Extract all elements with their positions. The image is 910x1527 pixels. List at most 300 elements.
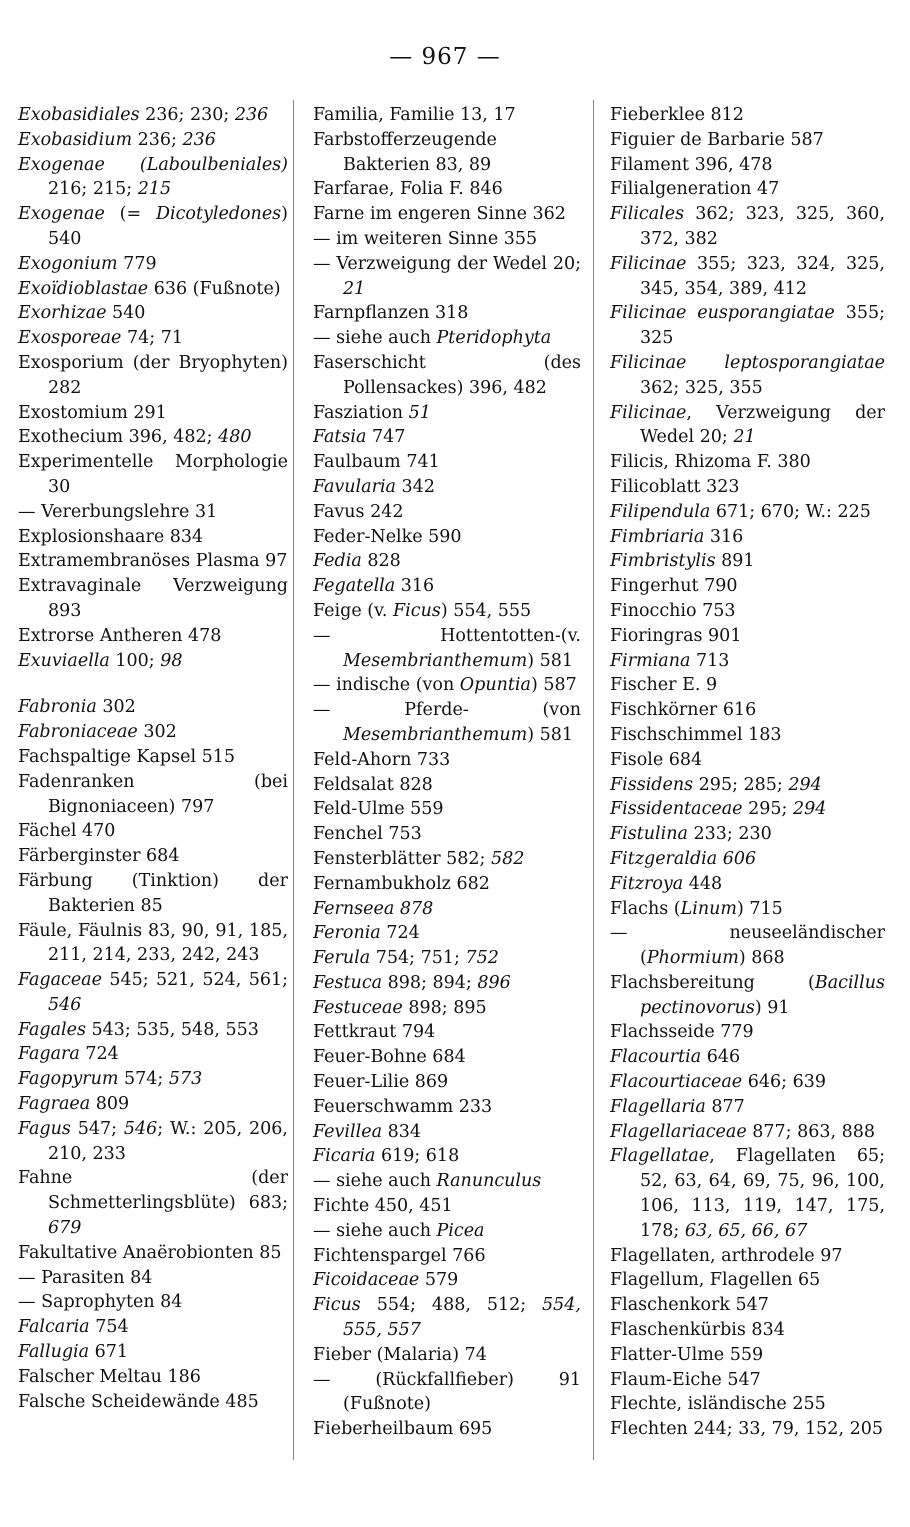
column-divider [593,100,594,1460]
index-term-italic: Ficus [393,600,441,621]
index-text: (= [104,204,156,225]
index-term-italic: Fabroniaceae [18,722,138,743]
index-text: Extrorse Antheren 478 [18,625,222,646]
index-text: 74; 71 [121,328,183,349]
index-entry [610,1318,885,1343]
index-text: Fieber (Malaria) 74 [313,1344,487,1365]
index-entry [313,1095,581,1120]
index-entry [610,797,885,822]
index-entry [18,1018,288,1043]
index-text: Falsche Scheidewände 485 [18,1391,259,1412]
index-text: 636 (Fußnote) [148,278,281,299]
index-entry [18,1117,288,1167]
index-text: — Hottentotten-(v. [313,625,581,646]
index-entry [18,574,288,624]
index-entry [18,450,288,500]
index-term-italic: 236 [234,105,269,125]
index-text: Fischer E. 9 [610,675,718,696]
index-term-italic: Filicinae [610,402,687,423]
index-text: 316 [395,576,435,597]
index-column-2 [313,103,581,1442]
index-text: 547; [70,1118,124,1139]
index-text: 646 [701,1047,741,1068]
index-text: Filialgeneration 47 [610,179,780,200]
index-text: 355; 323, 324, 325, 345, 354, 389, 412 [640,253,885,299]
index-text: Feuer-Bohne 684 [313,1047,466,1068]
index-entry [313,1268,581,1293]
index-text: 724 [79,1044,119,1065]
index-term-italic: 21 [733,427,756,448]
index-term-italic: 752 [465,948,499,969]
index-entry [610,1095,885,1120]
index-entry [18,525,288,550]
index-entry [610,252,885,302]
index-text: 545; 521, 524, 561; [101,970,288,991]
index-text: Filicis, Rhizoma F. 380 [610,452,811,473]
index-text: 724 [380,923,420,944]
index-text: Fächel 470 [18,821,116,842]
index-entry [313,425,581,450]
index-text: ) 587 [530,675,577,696]
index-entry [610,599,885,624]
index-entry [313,921,581,946]
index-entry [313,1045,581,1070]
index-entry [610,475,885,500]
index-text: Fensterblätter 582; [313,848,491,869]
index-text: 236; 230; [139,105,235,125]
index-entry [313,525,581,550]
index-text: 100; [109,650,161,671]
index-column-3 [610,103,885,1442]
index-text: Faulbaum 741 [313,452,440,473]
index-text: 671; 670; W.: 225 [710,501,871,522]
index-term-italic: 896 [477,972,511,993]
index-text: Flaum-Eiche 547 [610,1369,761,1390]
index-term-italic: Fagraea [18,1094,91,1115]
index-entry [610,103,885,128]
index-term-italic: Exobasidiales [18,105,140,125]
index-text: Fäule, Fäulnis 83, 90, 91, 185, 211, 214, 233, 242, 243 [18,920,288,966]
index-entry [610,574,885,599]
index-text: Finocchio 753 [610,600,736,621]
index-text: Farne im engeren Sinne 362 [313,204,566,225]
index-text: Flagellaten, arthrodele 97 [610,1245,843,1266]
index-term-italic: Flagellatae [610,1146,710,1167]
index-entry [313,500,581,525]
index-entry [18,1365,288,1390]
index-text: ) 581 [527,724,573,745]
index-text: 779 [117,253,157,274]
index-entry [18,202,288,252]
index-text: Fahne (der Schmetterlingsblüte) 683; [18,1168,288,1214]
index-entry [18,1166,288,1240]
index-entry [610,698,885,723]
index-term-italic: Favularia [313,476,396,497]
index-text: 671 [89,1342,129,1363]
index-term-italic: Exogenae [18,204,105,225]
index-text: Faserschicht (des Pollensackes) 396, 482 [313,352,581,398]
index-text: Fisole 684 [610,749,703,770]
index-text: 891 [715,551,755,572]
index-text: ) 540 [48,204,288,249]
index-text: , Flagellaten 65; 52, 63, 64, 69, 75, 96, 100, 106, 113, 119, 147, 175, 178; [640,1146,885,1241]
index-entry [313,847,581,872]
index-entry [610,1070,885,1095]
index-entry [610,1392,885,1417]
index-entry [18,103,288,128]
index-term-italic: Ficaria [313,1146,376,1167]
index-text: Extramembranöses Plasma 97 [18,551,288,572]
index-text: Farnpflanzen 318 [313,303,469,324]
index-entry [610,971,885,1021]
index-entry [610,1343,885,1368]
index-text: 236; [132,129,183,150]
index-entry [610,202,885,252]
index-term-italic: 294 [792,799,827,820]
index-entry [313,1120,581,1145]
index-term-italic: Exogonium [18,253,118,274]
index-text: Feld-Ulme 559 [313,799,444,820]
index-term-italic: Fagaceae [18,970,102,991]
index-entry [610,1268,885,1293]
index-entry [610,1244,885,1269]
index-entry [18,745,288,770]
index-term-italic: Festuceae [313,997,403,1018]
index-entry [313,1417,581,1442]
index-entry [18,128,288,153]
index-text: 302 [96,697,136,718]
index-text: Fichtenspargel 766 [313,1245,486,1266]
index-entry [313,872,581,897]
index-term-italic: Flacourtia [610,1047,702,1068]
index-text: Flechte, isländische 255 [610,1394,826,1415]
index-entry [610,822,885,847]
index-text: Fasziation [313,402,409,423]
index-text: 302 [137,722,177,743]
index-entry [18,1340,288,1365]
index-text: — Vererbungslehre 31 [18,501,218,522]
index-entry [313,401,581,426]
index-text: Flaschenkork 547 [610,1295,769,1316]
index-text: — indische (von [313,675,460,696]
index-text: Favus 242 [313,501,404,522]
index-term-italic: Mesembrianthemum [343,650,528,671]
column-divider [293,100,294,1460]
index-entry [610,847,885,872]
index-term-italic: Flagellaria [610,1096,706,1117]
index-term-italic: Fagara [18,1044,80,1065]
index-term-italic: Exogenae (Laboulbeniales) [18,154,288,175]
index-text: Flagellum, Flagellen 65 [610,1270,821,1291]
index-term-italic: 215 [137,179,172,200]
index-term-italic: Filicinae eusporangiatae [610,303,835,324]
index-entry [18,1390,288,1415]
index-text: Familia, Familie 13, 17 [313,105,516,125]
index-term-italic: Dicotyledones [155,204,282,225]
index-entry [610,1417,885,1442]
index-term-italic: Fagus [18,1118,71,1139]
index-entry [610,1020,885,1045]
index-text: 877 [705,1096,745,1117]
index-term-italic: 878 [399,898,434,919]
index-text: Fioringras 901 [610,625,742,646]
index-text: 828 [361,551,401,572]
index-entry [313,773,581,798]
index-entry [18,1315,288,1340]
index-entry [313,227,581,252]
index-text: 355; 325 [640,303,885,349]
index-text: 579 [419,1270,459,1291]
index-entry [18,624,288,649]
index-text: Exostomium 291 [18,402,167,423]
index-term-italic: Feronia [313,923,381,944]
index-column-1 [18,103,288,1414]
index-text: ) 554, 555 [440,600,532,621]
index-term-italic: Festuca [313,972,383,993]
index-term-italic: Fevillea [313,1121,383,1142]
index-term-italic: 63, 65, 66, 67 [684,1220,808,1241]
index-entry [313,549,581,574]
index-entry [18,153,288,203]
index-term-italic: Fernseea [313,898,395,919]
index-term-italic: Fistulina [610,824,688,845]
index-text: — siehe auch [313,328,437,349]
index-term-italic: Ficus [313,1295,361,1316]
index-term-italic: Exobasidium [18,129,133,150]
index-text: 540 [106,303,146,324]
index-term-italic: Fimbriaria [610,526,705,547]
index-text: — siehe auch [313,1171,437,1192]
index-text: — Pferde- (von [313,700,581,721]
index-text: 898; 895 [402,997,487,1018]
index-text: Fischkörner 616 [610,700,757,721]
index-text: Falscher Meltau 186 [18,1366,201,1387]
index-entry [313,103,581,128]
index-entry [18,1290,288,1315]
index-term-italic: 236 [182,129,216,150]
index-entry [18,1092,288,1117]
index-term-italic: 98 [160,650,183,671]
index-entry [18,252,288,277]
index-term-italic: Fallugia [18,1342,90,1363]
index-term-italic: Exorhizae [18,303,107,324]
index-entry [313,252,581,302]
index-entry [610,351,885,401]
index-entry [313,1219,581,1244]
index-term-italic: Fimbristylis [610,551,716,572]
index-text: 362; 325, 355 [640,377,763,398]
index-text: Exothecium 396, 482; [18,427,219,448]
index-entry [313,946,581,971]
index-text: — im weiteren Sinne 355 [313,228,538,249]
index-text: Exosporium (der Bryophyten) 282 [18,352,288,398]
index-term-italic: Exosporeae [18,328,122,349]
index-text: Fenchel 753 [313,824,422,845]
index-entry [610,153,885,178]
index-text: 619; 618 [375,1146,460,1167]
index-term-italic: 294 [788,774,822,795]
index-term-italic: Exuviaella [18,650,110,671]
index-text: ) 715 [736,898,783,919]
index-entry [313,450,581,475]
index-text: 342 [395,476,435,497]
index-entry [610,773,885,798]
index-term-italic: Fedia [313,551,362,572]
index-term-italic: Fissidentaceae [610,799,743,820]
index-term-italic: Fabronia [18,697,97,718]
index-entry [18,401,288,426]
index-text: 877; 863, 888 [746,1121,876,1142]
index-term-italic: Ranunculus [436,1171,542,1192]
index-entry [313,202,581,227]
index-term-italic: Fitzroya [610,873,684,894]
index-entry [18,1042,288,1067]
page-number: — 967 — [389,44,501,70]
index-term-italic: Phormium [646,948,739,969]
index-text: Flachs ( [610,898,681,919]
index-text: — siehe auch [313,1220,437,1241]
index-term-italic: Filicales [610,204,685,225]
index-term-italic: 554, 555, 557 [343,1295,581,1341]
index-entry [610,921,885,971]
index-text: 809 [90,1094,130,1115]
index-term-italic: Ferula [313,948,371,969]
index-text: Feuer-Lilie 869 [313,1072,449,1093]
index-entry [313,326,581,351]
index-text: 834 [382,1121,421,1142]
index-text: Fichte 450, 451 [313,1196,453,1217]
index-term-italic: 546 [123,1118,158,1139]
index-term-italic: Flagellariaceae [610,1121,747,1142]
index-text: Explosionshaare 834 [18,526,204,547]
index-entry [610,723,885,748]
index-text: — Saprophyten 84 [18,1292,183,1313]
index-text: 646; 639 [742,1072,826,1093]
index-text: Figuier de Barbarie 587 [610,129,824,150]
index-entry [313,1144,581,1169]
index-text: 754 [89,1317,129,1338]
index-entry [610,525,885,550]
index-entry [313,797,581,822]
index-text: ) 91 [754,997,790,1018]
index-entry [18,968,288,1018]
index-text: 216; 215; [48,179,138,200]
index-text: Fischschimmel 183 [610,724,782,745]
index-text: 295; 285; [693,774,789,795]
index-text: Fernambukholz 682 [313,873,490,894]
index-term-italic: Linum [680,898,737,919]
index-text: Fingerhut 790 [610,576,738,597]
index-text: Filament 396, 478 [610,154,773,175]
index-term-italic: Flacourtiaceae [610,1072,743,1093]
index-entry [610,673,885,698]
index-entry [18,770,288,820]
index-entry [18,1266,288,1291]
index-text: Feige (v. [313,600,394,621]
index-entry [18,695,288,720]
index-text: ; W.: 205, 206, 210, 233 [48,1118,288,1164]
index-entry [18,1067,288,1092]
index-text: Flachsseide 779 [610,1022,754,1043]
index-entry [610,1293,885,1318]
index-term-italic: Firmiana [610,650,691,671]
index-entry [610,872,885,897]
index-entry [18,1241,288,1266]
index-entry [313,351,581,401]
index-term-italic: Fagopyrum [18,1069,119,1090]
index-term-italic: Fitzgeraldia [610,848,718,869]
index-text: 747 [366,427,406,448]
index-entry [313,301,581,326]
index-entry [313,574,581,599]
index-text: , Verzweigung der Wedel 20; [640,402,885,448]
index-term-italic: Fagales [18,1019,86,1040]
index-entry [610,1368,885,1393]
index-term-italic: Filicinae [610,253,687,274]
index-entry [610,649,885,674]
index-entry [313,673,581,698]
index-text: Fettkraut 794 [313,1022,436,1043]
index-term-italic: 21 [343,278,366,299]
index-text: — neuseeländischer ( [610,923,885,969]
index-entry [610,401,885,451]
index-entry [313,822,581,847]
index-entry [313,748,581,773]
index-text: Flechten 244; 33, 79, 152, 205 [610,1419,883,1440]
index-text: 754; 751; [370,948,466,969]
index-entry [313,897,581,922]
index-text: Filicoblatt 323 [610,476,740,497]
index-entry [313,698,581,748]
index-entry [313,128,581,178]
index-entry [313,971,581,996]
index-entry [313,1368,581,1418]
index-text: 713 [690,650,730,671]
index-entry [18,869,288,919]
index-text: Flachsbereitung ( [610,972,815,993]
index-entry [18,844,288,869]
index-term-italic: 606 [722,848,757,869]
index-entry [610,624,885,649]
index-text: Feld-Ahorn 733 [313,749,451,770]
index-entry [18,326,288,351]
index-term-italic: 679 [48,1218,82,1239]
index-entry [313,1070,581,1095]
index-term-italic: 582 [491,848,525,869]
index-text: 295; [742,799,793,820]
index-entry [18,301,288,326]
index-entry [610,1144,885,1243]
index-entry [18,720,288,745]
index-entry [313,475,581,500]
index-text: Färbung (Tinktion) der Bakterien 85 [18,870,288,916]
index-text: Fakultative Anaërobionten 85 [18,1242,282,1263]
index-term-italic: Ficoidaceae [313,1270,420,1291]
index-text: 316 [704,526,744,547]
index-text: 448 [683,873,723,894]
index-entry [610,549,885,574]
index-entry [18,351,288,401]
index-term-italic: Fissidens [610,774,694,795]
index-entry [610,1120,885,1145]
index-entry [313,1293,581,1343]
index-text: Farfarae, Folia F. 846 [313,179,503,200]
index-text: Experimentelle Morphologie 30 [18,452,288,497]
index-entry [313,1194,581,1219]
index-term-italic: 573 [168,1069,203,1090]
index-text: — (Rückfallfieber) 91 (Fußnote) [313,1369,581,1415]
index-entry [313,1343,581,1368]
